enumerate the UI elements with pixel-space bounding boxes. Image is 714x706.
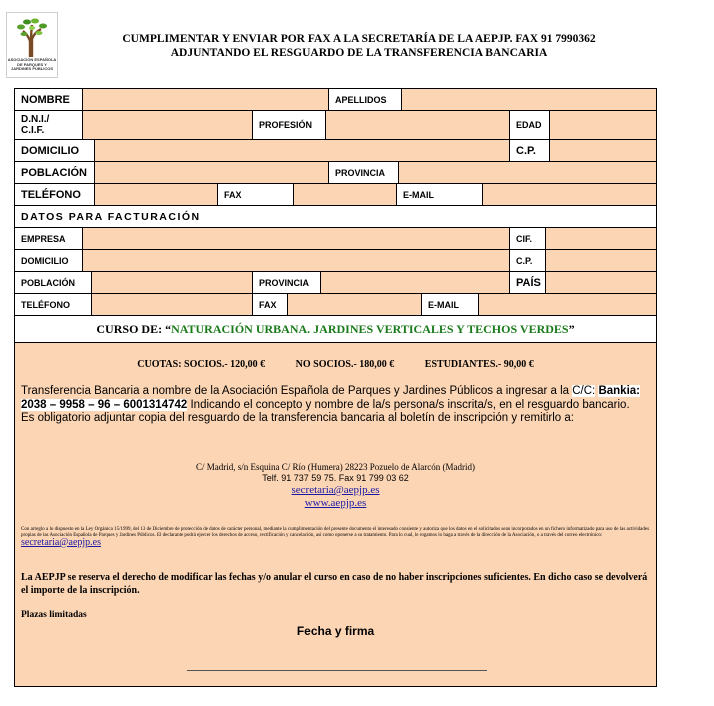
label-cif: CIF.: [509, 228, 545, 249]
row-poblacion: [15, 162, 656, 184]
input-cp[interactable]: [549, 140, 656, 161]
fee-estudiantes: ESTUDIANTES.- 90,00 €: [424, 359, 534, 370]
association-logo: [6, 12, 58, 78]
label-email: E-MAIL: [396, 184, 482, 205]
label-telefono: TELÉFONO: [15, 184, 94, 205]
input-poblacion[interactable]: [94, 162, 328, 183]
label-poblacion: POBLACIÓN: [15, 162, 94, 183]
legal-notice: Con arreglo a lo dispuesto en la Ley Orgánica 15/1999, del 13 de Diciembre de protección de datos de carácter personal, mediante la cumplimentación del presente documento el interesado consiente y autoriza que los datos en el solicitados sean incorporados en un fichero informatizado para uso de las actividades propias de las Asociación Española de Parques y Jardines Públicos. El declarante podrá ejercer los derechos de acceso, rectificación y cancelación, así como oponerse a su tratamiento. Para lo cual, le rogamos lo haga a través de la dirección de la Asociación, o a través del correo electrónico: secretaria@aepjp.es: [21, 527, 650, 548]
label-profesion: PROFESIÓN: [252, 111, 325, 139]
input-billing-email[interactable]: [478, 294, 656, 315]
row-billing-telefono: [15, 294, 656, 316]
web-link[interactable]: www.aepjp.es: [304, 497, 367, 509]
label-billing-telefono: TELÉFONO: [15, 294, 91, 315]
tree-icon: [15, 17, 49, 57]
header-line-1: CUMPLIMENTAR Y ENVIAR POR FAX A LA SECRETARÍA DE LA AEPJP. FAX 91 7990362: [122, 33, 596, 45]
contact-address: [15, 462, 656, 510]
label-fax: FAX: [217, 184, 293, 205]
input-nombre[interactable]: [82, 89, 328, 110]
row-domicilio: [15, 140, 656, 162]
input-billing-domicilio[interactable]: [82, 250, 509, 271]
row-dni: [15, 111, 656, 140]
label-apellidos: APELLIDOS: [328, 89, 401, 110]
cc-label: C/C:: [572, 385, 596, 397]
label-edad: EDAD: [509, 111, 549, 139]
billing-title: DATOS PARA FACTURACIÓN: [15, 206, 656, 228]
row-empresa: [15, 228, 656, 250]
input-edad[interactable]: [549, 111, 656, 139]
fees: [15, 359, 656, 370]
legal-email-link[interactable]: secretaria@aepjp.es: [21, 536, 101, 548]
course-name: NATURACIÓN URBANA. JARDINES VERTICALES Y TECHOS VERDES: [171, 321, 569, 336]
bank-account: Bankia: 2038 – 9958 – 96 – 6001314742: [21, 385, 640, 411]
row-telefono: [15, 184, 656, 206]
label-billing-cp: C.P.: [509, 250, 545, 271]
course-title: CURSO DE: “ NATURACIÓN URBANA. JARDINES VERTICALES Y TECHOS VERDES ”: [15, 316, 656, 343]
label-billing-fax: FAX: [252, 294, 287, 315]
fee-no-socios: NO SOCIOS.- 180,00 €: [295, 359, 395, 370]
address-street: C/ Madrid, s/n Esquina C/ Río (Humera) 28223 Pozuelo de Alarcón (Madrid): [196, 462, 475, 472]
input-cif[interactable]: [545, 228, 656, 249]
transfer-note: Es obligatorio adjuntar copia del resguardo de la transferencia bancaria al boletín de inscripción y remitirlo a:: [21, 412, 574, 424]
label-nombre: NOMBRE: [15, 89, 82, 110]
limited-places: Plazas limitadas: [21, 610, 87, 620]
label-dni: D.N.I./ C.I.F.: [15, 111, 82, 139]
row-billing-domicilio: [15, 250, 656, 272]
label-provincia: PROVINCIA: [328, 162, 398, 183]
row-name: [15, 89, 656, 111]
input-profesion[interactable]: [325, 111, 509, 139]
label-billing-domicilio: DOMICILIO: [15, 250, 82, 271]
label-billing-email: E-MAIL: [421, 294, 478, 315]
input-apellidos[interactable]: [401, 89, 656, 110]
input-billing-telefono[interactable]: [91, 294, 252, 315]
label-empresa: EMPRESA: [15, 228, 82, 249]
input-billing-fax[interactable]: [287, 294, 421, 315]
logo-text: ASOCIACIÓN ESPAÑOLA DE PARQUES Y JARDINES PÚBLICOS: [7, 57, 57, 71]
registration-form: [14, 88, 657, 687]
label-billing-poblacion: POBLACIÓN: [15, 272, 91, 293]
fee-socios: CUOTAS: SOCIOS.- 120,00 €: [137, 359, 266, 370]
signature-line[interactable]: [187, 670, 487, 671]
label-pais: PAÍS: [509, 272, 545, 293]
input-dni[interactable]: [82, 111, 252, 139]
input-billing-provincia[interactable]: [320, 272, 509, 293]
signature-label: Fecha y firma: [296, 624, 375, 638]
input-domicilio[interactable]: [94, 140, 509, 161]
reserve-notice: La AEPJP se reserva el derecho de modificar las fechas y/o anular el curso en caso de no haber inscripciones suficientes. En dicho caso se devolverá el importe de la inscripción.: [21, 572, 648, 596]
row-billing-poblacion: [15, 272, 656, 294]
input-billing-poblacion[interactable]: [91, 272, 252, 293]
input-fax[interactable]: [293, 184, 396, 205]
instructions-header: [62, 32, 656, 60]
input-provincia[interactable]: [398, 162, 656, 183]
label-billing-provincia: PROVINCIA: [252, 272, 320, 293]
input-telefono[interactable]: [94, 184, 217, 205]
header-line-2: ADJUNTANDO EL RESGUARDO DE LA TRANSFERENCIA BANCARIA: [170, 47, 548, 59]
label-cp: C.P.: [509, 140, 549, 161]
input-empresa[interactable]: [82, 228, 509, 249]
transfer-instructions: Transferencia Bancaria a nombre de la Asociación Española de Parques y Jardines Públicos a ingresar a la C/C: Bankia: 2038 – 9958 – 96 – 6001314742 Indicando el concepto y nombre de la/s persona/s inscrita/s, en el resguardo bancario. Es obligatorio adjuntar copia del resguardo de la transferencia bancaria al boletín de inscripción y remitirlo a:: [21, 385, 640, 424]
address-phone: Telf. 91 737 59 75. Fax 91 799 03 62: [262, 473, 409, 483]
input-billing-cp[interactable]: [545, 250, 656, 271]
input-email[interactable]: [482, 184, 656, 205]
input-pais[interactable]: [545, 272, 656, 293]
email-link[interactable]: secretaria@aepjp.es: [291, 484, 380, 496]
label-domicilio: DOMICILIO: [15, 140, 94, 161]
